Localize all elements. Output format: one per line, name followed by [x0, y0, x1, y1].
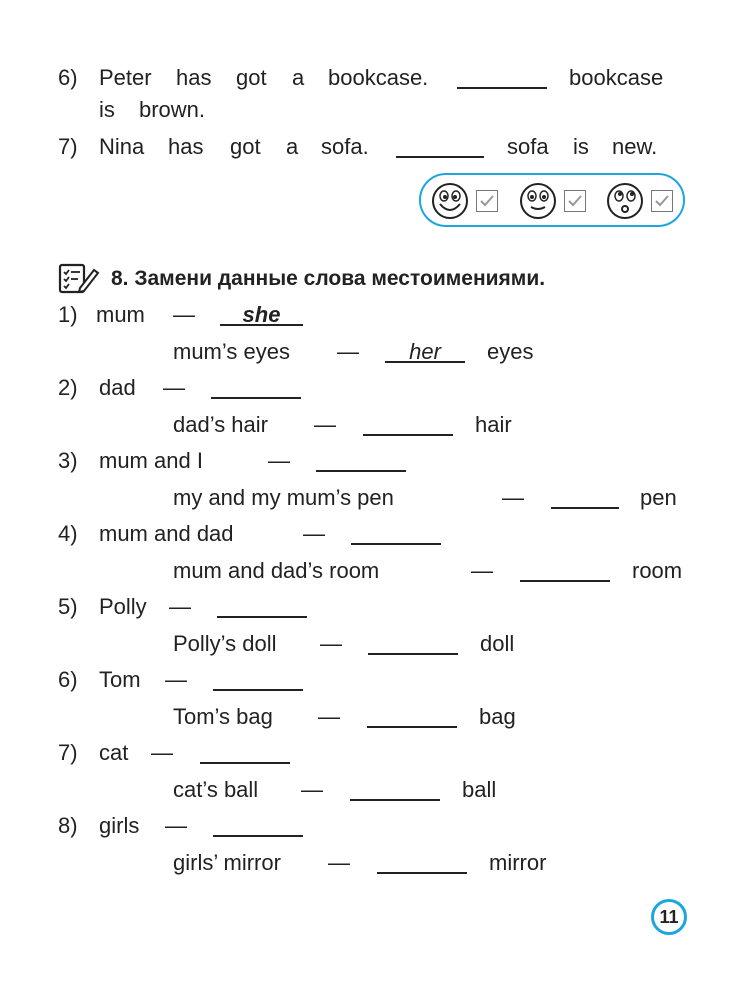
dash: —: [165, 813, 187, 838]
dash: —: [169, 594, 191, 619]
answer-text: her: [409, 339, 441, 364]
phrase-end: ball: [462, 777, 497, 802]
phrase: cat’s ball: [173, 777, 259, 802]
phrase-end: room: [632, 558, 683, 583]
list-subitem: [0, 408, 755, 442]
smiling-face-icon: [519, 182, 557, 220]
word: got: [236, 65, 267, 90]
list-subitem: [0, 773, 755, 807]
item-number: 7): [58, 134, 78, 159]
list-subitem: [0, 627, 755, 661]
answer-blank[interactable]: [368, 627, 458, 655]
item-number: 3): [58, 448, 78, 473]
answer-blank[interactable]: [213, 663, 303, 691]
word: bookcase.: [328, 65, 429, 90]
answer-blank[interactable]: [213, 809, 303, 837]
dash: —: [318, 704, 340, 729]
dash: —: [314, 412, 336, 437]
item-word: mum: [96, 302, 145, 327]
list-subitem: [0, 846, 755, 880]
answer-blank[interactable]: [377, 846, 467, 874]
item-word: mum and I: [99, 448, 203, 473]
list-item: [0, 371, 755, 405]
dash: —: [165, 667, 187, 692]
item-number: 4): [58, 521, 78, 546]
word: a: [292, 65, 305, 90]
list-item: [0, 517, 755, 551]
page-number: 11: [651, 899, 687, 935]
happy-face-icon: [431, 182, 469, 220]
item-number: 8): [58, 813, 78, 838]
phrase: Tom’s bag: [173, 704, 273, 729]
item-word: Polly: [99, 594, 147, 619]
word: has: [176, 65, 212, 90]
sentence-6-continuation: [0, 93, 755, 127]
task-title-line: [0, 262, 755, 296]
list-subitem: [0, 335, 755, 369]
item-number: 5): [58, 594, 78, 619]
item-word: girls: [99, 813, 140, 838]
dash: —: [328, 850, 350, 875]
item-number: 6): [58, 65, 78, 90]
task-title: 8. Замени данные слова местоимениями.: [111, 267, 546, 290]
list-subitem: [0, 554, 755, 588]
phrase-end: eyes: [487, 339, 534, 364]
dash: —: [173, 302, 195, 327]
word: is: [573, 134, 589, 159]
list-item: [0, 444, 755, 478]
checkbox-thinking[interactable]: [651, 190, 673, 212]
phrase: mum’s eyes: [173, 339, 290, 364]
answer-blank[interactable]: [551, 481, 619, 509]
list-subitem: [0, 700, 755, 734]
dash: —: [320, 631, 342, 656]
word: Peter: [99, 65, 152, 90]
answer-blank[interactable]: [351, 517, 441, 545]
answer-blank[interactable]: [350, 773, 440, 801]
answer-blank[interactable]: [363, 408, 453, 436]
item-number: 6): [58, 667, 78, 692]
answer-blank[interactable]: [217, 590, 307, 618]
word: new.: [612, 134, 658, 159]
phrase: my and my mum’s pen: [173, 485, 394, 510]
list-item: [0, 298, 755, 332]
word: got: [230, 134, 261, 159]
word: has: [168, 134, 204, 159]
phrase-end: mirror: [489, 850, 547, 875]
item-word: dad: [99, 375, 136, 400]
sentence-7: [0, 130, 755, 164]
self-assessment-box: [419, 173, 685, 227]
answer-blank[interactable]: [367, 700, 457, 728]
word: sofa: [507, 134, 549, 159]
dash: —: [337, 339, 359, 364]
item-word: Tom: [99, 667, 141, 692]
list-item: [0, 736, 755, 770]
item-word: mum and dad: [99, 521, 234, 546]
answer-blank[interactable]: [316, 444, 406, 472]
dash: —: [301, 777, 323, 802]
dash: —: [163, 375, 185, 400]
dash: —: [502, 485, 524, 510]
word: sofa.: [321, 134, 369, 159]
item-word: cat: [99, 740, 129, 765]
phrase: mum and dad’s room: [173, 558, 380, 583]
list-subitem: [0, 481, 755, 515]
dash: —: [151, 740, 173, 765]
answer-blank[interactable]: [457, 61, 547, 89]
checkbox-happy[interactable]: [476, 190, 498, 212]
answer-blank[interactable]: [200, 736, 290, 764]
answer-blank[interactable]: [211, 371, 301, 399]
word: bookcase: [569, 65, 664, 90]
answer-blank[interactable]: [520, 554, 610, 582]
dash: —: [471, 558, 493, 583]
phrase-end: doll: [480, 631, 515, 656]
word: brown.: [139, 97, 206, 122]
dash: —: [268, 448, 290, 473]
word: is: [99, 97, 115, 122]
sentence-6: [0, 61, 755, 95]
item-number: 1): [58, 302, 78, 327]
phrase: dad’s hair: [173, 412, 268, 437]
item-number: 2): [58, 375, 78, 400]
answer-blank[interactable]: [396, 130, 484, 158]
list-item: [0, 809, 755, 843]
word: a: [286, 134, 299, 159]
phrase-end: bag: [479, 704, 516, 729]
phrase-end: pen: [640, 485, 677, 510]
checkbox-smiling[interactable]: [564, 190, 586, 212]
phrase: girls’ mirror: [173, 850, 281, 875]
word: Nina: [99, 134, 145, 159]
list-item: [0, 663, 755, 697]
phrase: Polly’s doll: [173, 631, 277, 656]
list-item: [0, 590, 755, 624]
dash: —: [303, 521, 325, 546]
thinking-face-icon: [606, 182, 644, 220]
answer-text: she: [242, 302, 281, 327]
item-number: 7): [58, 740, 78, 765]
phrase-end: hair: [475, 412, 512, 437]
